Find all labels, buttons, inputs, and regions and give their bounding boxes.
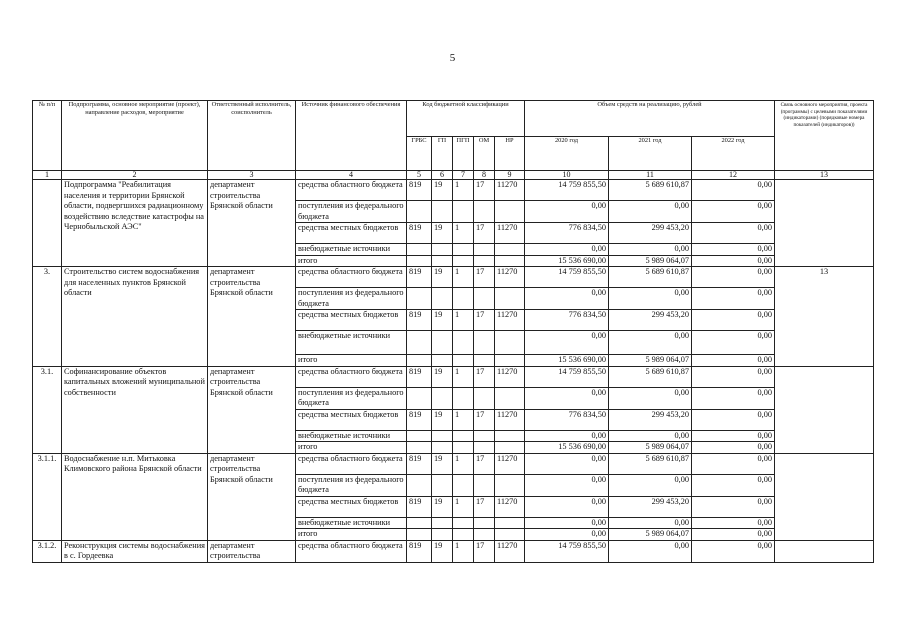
amount-2022: 0,00 [692, 474, 775, 496]
code-grbs: 819 [407, 409, 432, 430]
indicator-link: 13 [775, 267, 874, 367]
code-np: 11270 [495, 310, 525, 331]
amount-2022: 0,00 [692, 442, 775, 454]
header-responsible: Ответственный исполнитель, соисполнитель [208, 101, 296, 171]
code-grbs [407, 288, 432, 310]
code-pgp: 1 [453, 453, 474, 474]
amount-2020: 0,00 [525, 387, 609, 409]
code-grbs: 819 [407, 310, 432, 331]
code-pgp [453, 474, 474, 496]
amount-2022: 0,00 [692, 310, 775, 331]
activity-name: Реконструкция системы водоснабжения в с. Гордеевка [62, 540, 208, 562]
indicator-link [775, 453, 874, 540]
table-body [33, 101, 874, 563]
code-om [474, 529, 495, 541]
code-gp: 19 [432, 409, 453, 430]
amount-2020: 0,00 [525, 474, 609, 496]
code-grbs [407, 387, 432, 409]
code-np [495, 355, 525, 367]
code-om [474, 387, 495, 409]
header-om: ОМ [474, 137, 495, 171]
amount-2022: 0,00 [692, 430, 775, 442]
code-gp: 19 [432, 310, 453, 331]
amount-2020: 14 759 855,50 [525, 540, 609, 562]
activity-name: Софинансирование объектов капитальных вложений муниципальной собственности [62, 366, 208, 453]
code-gp: 19 [432, 453, 453, 474]
activity-name: Строительство систем водоснабжения для населенных пунктов Брянской области [62, 267, 208, 367]
amount-2022: 0,00 [692, 517, 775, 529]
code-om [474, 201, 495, 223]
amount-2022: 0,00 [692, 288, 775, 310]
amount-2021: 5 989 064,07 [609, 442, 692, 454]
responsible-executor: департамент строительства Брянской области [208, 366, 296, 453]
code-gp: 19 [432, 366, 453, 387]
code-grbs: 819 [407, 453, 432, 474]
code-om [474, 474, 495, 496]
col-num: 4 [296, 171, 407, 180]
code-pgp [453, 244, 474, 256]
funding-source: итого [296, 255, 407, 267]
code-gp [432, 430, 453, 442]
header-np: НР [495, 137, 525, 171]
responsible-executor: департамент строительства Брянской области [208, 267, 296, 367]
amount-2022: 0,00 [692, 255, 775, 267]
code-om: 17 [474, 453, 495, 474]
funding-source: средства областного бюджета [296, 453, 407, 474]
row-number: 3.1.2. [33, 540, 62, 562]
code-om [474, 331, 495, 355]
amount-2022: 0,00 [692, 387, 775, 409]
amount-2020: 15 536 690,00 [525, 442, 609, 454]
code-np [495, 387, 525, 409]
header-grbs: ГРБС [407, 137, 432, 171]
code-np [495, 255, 525, 267]
code-om: 17 [474, 540, 495, 562]
amount-2020: 0,00 [525, 517, 609, 529]
code-pgp: 1 [453, 267, 474, 288]
col-num: 7 [453, 171, 474, 180]
header-row [33, 101, 874, 137]
amount-2021: 299 453,20 [609, 409, 692, 430]
activity-name: Подпрограмма "Реабилитация населения и территории Брянской области, подвергшихся радиационному воздействию вследствие катастрофы на Чернобыльской АЭС" [62, 180, 208, 267]
code-om: 17 [474, 409, 495, 430]
amount-2021: 0,00 [609, 430, 692, 442]
code-np: 11270 [495, 267, 525, 288]
col-num: 5 [407, 171, 432, 180]
code-pgp [453, 255, 474, 267]
code-grbs [407, 529, 432, 541]
code-om [474, 430, 495, 442]
row-number: 3.1. [33, 366, 62, 453]
amount-2021: 5 689 610,87 [609, 267, 692, 288]
code-grbs: 819 [407, 267, 432, 288]
code-grbs [407, 244, 432, 256]
code-grbs [407, 255, 432, 267]
amount-2020: 776 834,50 [525, 310, 609, 331]
code-gp: 19 [432, 223, 453, 244]
header-subprogram: Подпрограмма, основное мероприятие (проект), направление расходов, мероприятие [62, 101, 208, 171]
col-num: 12 [692, 171, 775, 180]
col-num: 9 [495, 171, 525, 180]
amount-2020: 14 759 855,50 [525, 180, 609, 201]
col-num: 11 [609, 171, 692, 180]
table-row [33, 453, 874, 474]
code-pgp [453, 442, 474, 454]
code-om [474, 517, 495, 529]
amount-2021: 299 453,20 [609, 310, 692, 331]
header-volume: Объем средств на реализацию, рублей [525, 101, 775, 137]
amount-2021: 0,00 [609, 201, 692, 223]
code-gp [432, 517, 453, 529]
code-grbs [407, 430, 432, 442]
funding-source: внебюджетные источники [296, 244, 407, 256]
amount-2020: 0,00 [525, 288, 609, 310]
funding-source: поступления из федерального бюджета [296, 474, 407, 496]
funding-source: поступления из федерального бюджета [296, 288, 407, 310]
code-gp [432, 288, 453, 310]
code-om: 17 [474, 496, 495, 517]
amount-2022: 0,00 [692, 223, 775, 244]
code-gp [432, 355, 453, 367]
funding-source: итого [296, 442, 407, 454]
funding-source: средства областного бюджета [296, 180, 407, 201]
code-np [495, 517, 525, 529]
code-pgp: 1 [453, 366, 474, 387]
col-num: 6 [432, 171, 453, 180]
amount-2020: 0,00 [525, 453, 609, 474]
code-grbs: 819 [407, 496, 432, 517]
header-source: Источник финансового обеспечения [296, 101, 407, 171]
code-om [474, 255, 495, 267]
code-np [495, 474, 525, 496]
row-number: 3. [33, 267, 62, 367]
header-2020: 2020 год [525, 137, 609, 171]
amount-2020: 0,00 [525, 496, 609, 517]
responsible-executor: департамент строительства Брянской области [208, 453, 296, 540]
code-grbs [407, 201, 432, 223]
code-np [495, 529, 525, 541]
amount-2020: 776 834,50 [525, 223, 609, 244]
amount-2021: 0,00 [609, 474, 692, 496]
funding-source: средства областного бюджета [296, 267, 407, 288]
amount-2020: 0,00 [525, 244, 609, 256]
amount-2021: 299 453,20 [609, 223, 692, 244]
amount-2020: 15 536 690,00 [525, 355, 609, 367]
code-gp [432, 201, 453, 223]
amount-2021: 0,00 [609, 288, 692, 310]
code-grbs [407, 517, 432, 529]
code-np [495, 430, 525, 442]
code-pgp [453, 517, 474, 529]
amount-2020: 0,00 [525, 201, 609, 223]
code-np [495, 288, 525, 310]
col-num: 8 [474, 171, 495, 180]
header-gp: ГП [432, 137, 453, 171]
code-np: 11270 [495, 366, 525, 387]
amount-2022: 0,00 [692, 180, 775, 201]
code-pgp: 1 [453, 310, 474, 331]
code-pgp [453, 355, 474, 367]
code-pgp [453, 430, 474, 442]
page-number: 5 [449, 52, 456, 64]
code-om [474, 355, 495, 367]
code-np: 11270 [495, 223, 525, 244]
code-gp [432, 529, 453, 541]
code-pgp [453, 529, 474, 541]
row-number [33, 180, 62, 267]
table-row [33, 366, 874, 387]
table-row [33, 267, 874, 288]
code-gp: 19 [432, 180, 453, 201]
amount-2021: 0,00 [609, 540, 692, 562]
code-pgp: 1 [453, 180, 474, 201]
amount-2021: 5 989 064,07 [609, 255, 692, 267]
code-np: 11270 [495, 496, 525, 517]
code-pgp [453, 331, 474, 355]
column-number-row [33, 171, 874, 180]
code-om [474, 244, 495, 256]
code-np: 11270 [495, 409, 525, 430]
code-np: 11270 [495, 180, 525, 201]
amount-2021: 5 989 064,07 [609, 355, 692, 367]
amount-2021: 5 689 610,87 [609, 180, 692, 201]
col-num: 2 [62, 171, 208, 180]
amount-2020: 0,00 [525, 529, 609, 541]
amount-2022: 0,00 [692, 453, 775, 474]
code-gp [432, 255, 453, 267]
code-grbs: 819 [407, 366, 432, 387]
code-np [495, 442, 525, 454]
responsible-executor: департамент строительства [208, 540, 296, 562]
funding-source: внебюджетные источники [296, 517, 407, 529]
code-om: 17 [474, 223, 495, 244]
budget-table [32, 100, 874, 563]
amount-2021: 0,00 [609, 244, 692, 256]
header-link: Связь основного мероприятия, проекта (программы) с целевыми показателями (индикаторами) (порядковые номера показателей (индикаторов)) [775, 101, 874, 171]
code-om: 17 [474, 310, 495, 331]
amount-2020: 14 759 855,50 [525, 366, 609, 387]
amount-2021: 0,00 [609, 331, 692, 355]
code-gp: 19 [432, 496, 453, 517]
code-om: 17 [474, 366, 495, 387]
code-pgp [453, 288, 474, 310]
amount-2021: 5 989 064,07 [609, 529, 692, 541]
amount-2022: 0,00 [692, 244, 775, 256]
code-gp: 19 [432, 267, 453, 288]
code-pgp: 1 [453, 496, 474, 517]
indicator-link [775, 366, 874, 453]
amount-2021: 0,00 [609, 387, 692, 409]
code-pgp [453, 387, 474, 409]
row-number: 3.1.1. [33, 453, 62, 540]
code-pgp: 1 [453, 409, 474, 430]
header-pgp: ПГП [453, 137, 474, 171]
header-no: № п/п [33, 101, 62, 171]
amount-2020: 0,00 [525, 430, 609, 442]
amount-2022: 0,00 [692, 529, 775, 541]
code-gp: 19 [432, 540, 453, 562]
code-np: 11270 [495, 453, 525, 474]
indicator-link [775, 540, 874, 562]
amount-2020: 14 759 855,50 [525, 267, 609, 288]
code-grbs [407, 355, 432, 367]
code-grbs [407, 442, 432, 454]
amount-2022: 0,00 [692, 267, 775, 288]
header-budget-code: Код бюджетной классификации [407, 101, 525, 137]
funding-source: средства областного бюджета [296, 366, 407, 387]
funding-source: итого [296, 355, 407, 367]
funding-source: средства областного бюджета [296, 540, 407, 562]
table-row [33, 540, 874, 562]
code-om: 17 [474, 180, 495, 201]
funding-source: поступления из федерального бюджета [296, 201, 407, 223]
amount-2022: 0,00 [692, 201, 775, 223]
amount-2020: 0,00 [525, 331, 609, 355]
code-om [474, 442, 495, 454]
code-np [495, 244, 525, 256]
code-gp [432, 474, 453, 496]
indicator-link [775, 180, 874, 267]
code-np: 11270 [495, 540, 525, 562]
funding-source: итого [296, 529, 407, 541]
amount-2022: 0,00 [692, 409, 775, 430]
amount-2022: 0,00 [692, 355, 775, 367]
header-2021: 2021 год [609, 137, 692, 171]
code-om: 17 [474, 267, 495, 288]
code-grbs [407, 331, 432, 355]
col-num: 10 [525, 171, 609, 180]
code-grbs: 819 [407, 180, 432, 201]
code-grbs [407, 474, 432, 496]
code-om [474, 288, 495, 310]
code-gp [432, 244, 453, 256]
activity-name: Водоснабжение н.п. Митьковка Климовского района Брянской области [62, 453, 208, 540]
funding-source: средства местных бюджетов [296, 223, 407, 244]
table-row [33, 180, 874, 201]
funding-source: внебюджетные источники [296, 331, 407, 355]
responsible-executor: департамент строительства Брянской области [208, 180, 296, 267]
col-num: 3 [208, 171, 296, 180]
amount-2020: 776 834,50 [525, 409, 609, 430]
code-grbs: 819 [407, 540, 432, 562]
code-gp [432, 442, 453, 454]
funding-source: средства местных бюджетов [296, 310, 407, 331]
amount-2021: 5 689 610,87 [609, 366, 692, 387]
amount-2022: 0,00 [692, 496, 775, 517]
code-np [495, 331, 525, 355]
header-2022: 2022 год [692, 137, 775, 171]
funding-source: средства местных бюджетов [296, 409, 407, 430]
amount-2022: 0,00 [692, 366, 775, 387]
amount-2022: 0,00 [692, 540, 775, 562]
funding-source: средства местных бюджетов [296, 496, 407, 517]
code-gp [432, 331, 453, 355]
funding-source: поступления из федерального бюджета [296, 387, 407, 409]
amount-2021: 5 689 610,87 [609, 453, 692, 474]
amount-2020: 15 536 690,00 [525, 255, 609, 267]
amount-2022: 0,00 [692, 331, 775, 355]
amount-2021: 0,00 [609, 517, 692, 529]
amount-2021: 299 453,20 [609, 496, 692, 517]
code-np [495, 201, 525, 223]
code-pgp: 1 [453, 223, 474, 244]
col-num: 13 [775, 171, 874, 180]
code-pgp [453, 201, 474, 223]
code-pgp: 1 [453, 540, 474, 562]
funding-source: внебюджетные источники [296, 430, 407, 442]
code-gp [432, 387, 453, 409]
code-grbs: 819 [407, 223, 432, 244]
col-num: 1 [33, 171, 62, 180]
